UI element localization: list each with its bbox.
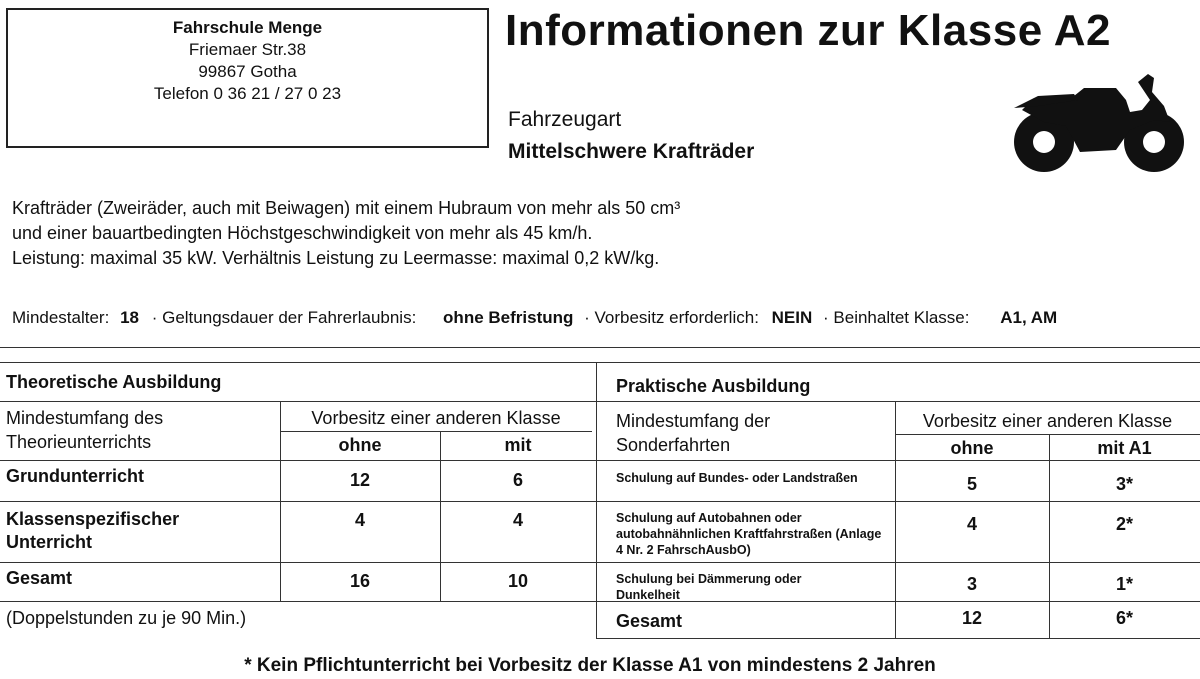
theory-row-with: 6 (512, 470, 523, 490)
table-rule (596, 362, 597, 638)
practice-prior-heading: Vorbesitz einer anderen Klasse (922, 411, 1173, 431)
practice-col-with: mit A1 (1097, 438, 1152, 458)
description-line: Leistung: maximal 35 kW. Verhältnis Leistung zu Leermasse: maximal 0,2 kW/kg. (12, 248, 660, 268)
page-title: Informationen zur Klasse A2 (505, 6, 1111, 55)
theory-total-label: Gesamt (6, 568, 73, 588)
theory-row-label (6, 508, 179, 554)
vehicle-type-label: Fahrzeugart (508, 108, 622, 131)
description-line: und einer bauartbedingten Höchstgeschwindigkeit von mehr als 45 km/h. (12, 223, 593, 243)
theory-row-label: Grundunterricht (6, 466, 144, 486)
vehicle-type-value: Mittelschwere Krafträder (508, 140, 755, 163)
theory-row-without: 4 (354, 510, 365, 530)
school-city: 99867 Gotha (198, 62, 297, 81)
table-rule (0, 562, 1200, 563)
includes-value: A1, AM (1000, 308, 1058, 327)
practice-row-with: 2* (1115, 514, 1133, 534)
table-rule (0, 460, 1200, 461)
practice-row-without: 3 (966, 574, 977, 594)
motorcycle-icon (1004, 70, 1192, 180)
table-rule (596, 638, 1200, 639)
practice-row-label: Schulung bei Dämmerung oder Dunkelheit (616, 572, 802, 602)
practice-total-label: Gesamt (616, 611, 683, 631)
prior-label: · Vorbesitz erforderlich: (584, 308, 759, 327)
practice-col-without: ohne (950, 438, 994, 458)
practice-column-label-line: Sonderfahrten (616, 435, 731, 455)
theory-row-with: 4 (512, 510, 523, 530)
theory-prior-heading: Vorbesitz einer anderen Klasse (311, 408, 561, 428)
includes-label: · Beinhaltet Klasse: (823, 308, 970, 327)
class-description (12, 196, 680, 271)
validity-label: · Geltungsdauer der Fahrerlaubnis: (151, 308, 417, 327)
practice-row-with: 1* (1115, 574, 1133, 594)
practice-total-with: 6* (1115, 608, 1133, 628)
prior-value: NEIN (771, 308, 813, 327)
table-rule (280, 431, 592, 432)
practice-row-label: Schulung auf Bundes- oder Landstraßen (616, 471, 858, 485)
practice-row-without: 4 (966, 514, 977, 534)
table-rule (0, 362, 1200, 363)
class-meta (12, 308, 1057, 328)
table-rule (0, 601, 1200, 602)
theory-note: (Doppelstunden zu je 90 Min.) (6, 608, 247, 628)
school-name: Fahrschule Menge (172, 18, 323, 37)
table-rule (895, 434, 1200, 435)
table-rule (0, 401, 1200, 402)
theory-col-with: mit (504, 435, 532, 455)
practice-row-with: 3* (1115, 474, 1133, 494)
table-rule (0, 501, 1200, 502)
theory-total-with: 10 (507, 571, 529, 591)
practice-column-label (616, 409, 770, 457)
description-line: Krafträder (Zweiräder, auch mit Beiwagen) mit einem Hubraum von mehr als 50 cm³ (12, 198, 681, 218)
table-rule (0, 347, 1200, 348)
min-age-value: 18 (120, 308, 139, 327)
theory-row-without: 12 (349, 470, 371, 490)
school-address-box (6, 8, 489, 148)
theory-column-label (6, 406, 163, 454)
practice-heading: Praktische Ausbildung (616, 376, 811, 396)
theory-column-label-line: Mindestumfang des (6, 408, 164, 428)
theory-row-label-line: Klassenspezifischer (6, 509, 180, 529)
practice-column-label-line: Mindestumfang der (616, 411, 771, 431)
theory-column-label-line: Theorieunterrichts (6, 432, 152, 452)
footnote: * Kein Pflichtunterricht bei Vorbesitz der Klasse A1 von mindestens 2 Jahren (244, 655, 936, 676)
theory-total-without: 16 (349, 571, 371, 591)
school-phone: Telefon 0 36 21 / 27 0 23 (153, 84, 342, 103)
validity-value: ohne Befristung (443, 308, 574, 327)
theory-heading: Theoretische Ausbildung (6, 372, 222, 392)
school-street: Friemaer Str.38 (188, 40, 307, 59)
practice-row-label: Schulung auf Autobahnen oder autobahnähnlichen Kraftfahrstraßen (Anlage 4 Nr. 2 FahrschAusbO) (616, 511, 882, 557)
practice-row-without: 5 (966, 474, 977, 494)
theory-col-without: ohne (338, 435, 382, 455)
practice-total-without: 12 (961, 608, 983, 628)
min-age-label: Mindestalter: (12, 308, 110, 327)
theory-row-label-line: Unterricht (6, 532, 93, 552)
